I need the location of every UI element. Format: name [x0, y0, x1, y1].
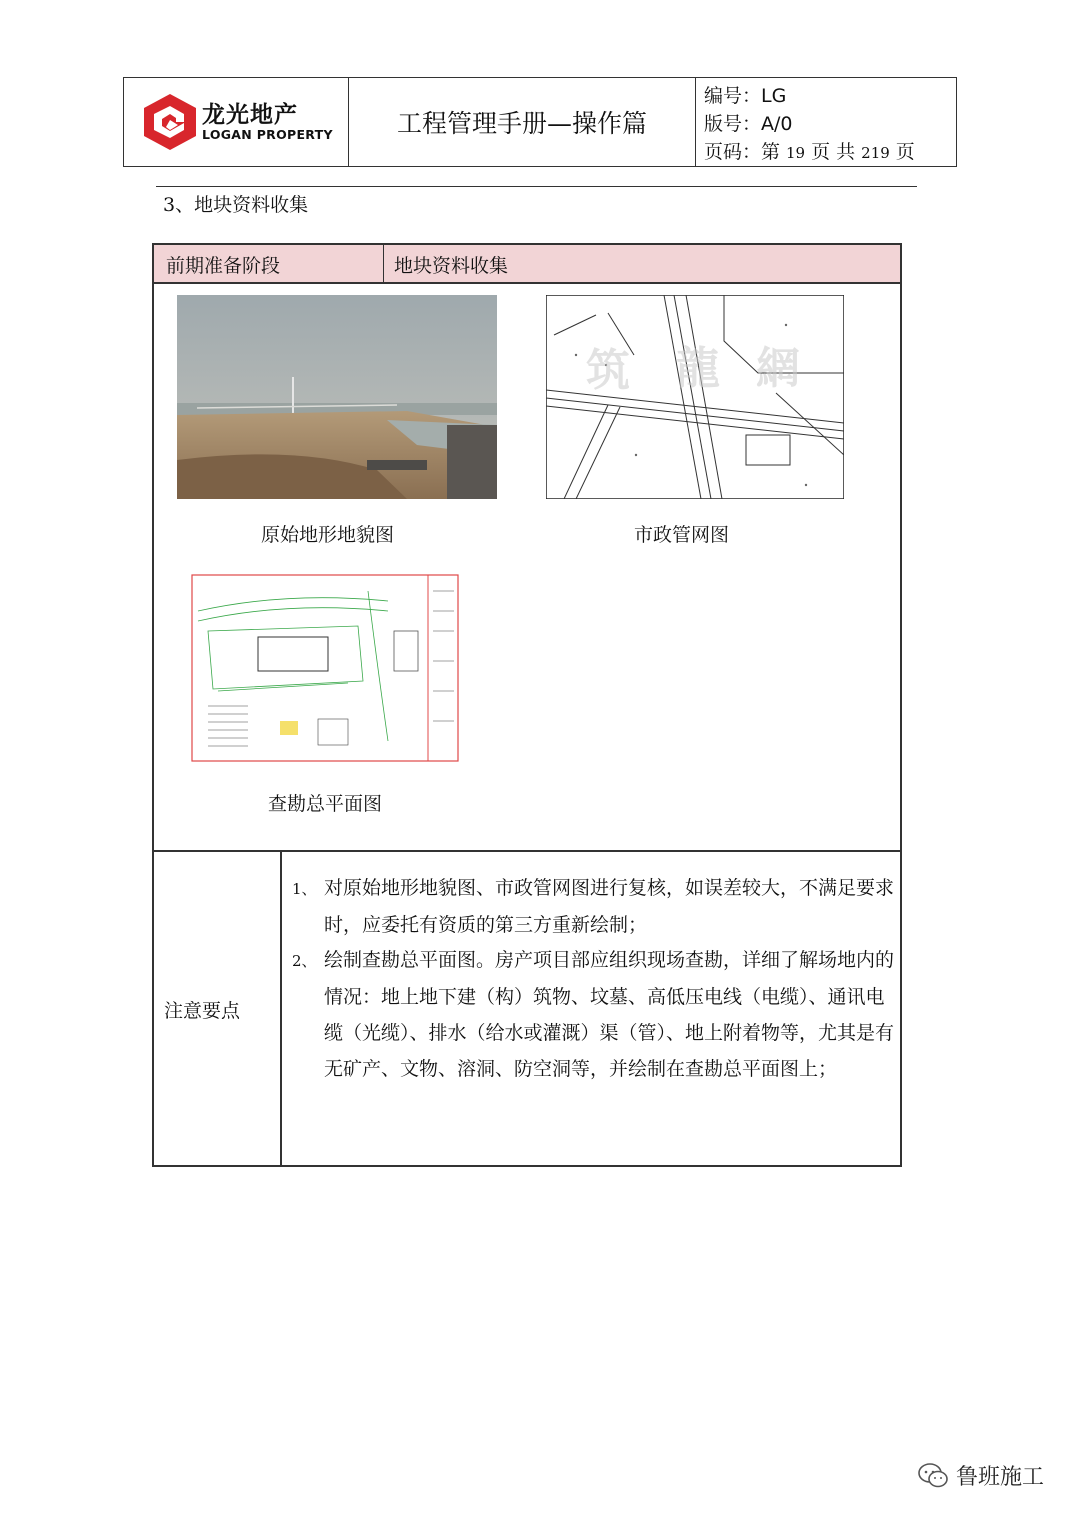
page-prefix: 页码：第 — [704, 141, 781, 163]
section-title: 3、地块资料收集 — [163, 194, 309, 216]
page-mid: 页 共 — [811, 141, 856, 163]
doc-version: 版号：A/0 — [704, 113, 793, 135]
note-text: 对原始地形地貌图、市政管网图进行复核，如误差较大，不满足要求时，应委托有资质的第三方重新绘制； — [324, 877, 895, 936]
terrain-photo — [177, 295, 497, 499]
pipeline-map — [546, 295, 844, 499]
pipeline-caption: 市政管网图 — [634, 524, 730, 546]
logo-chinese-text: 龙光地产 — [202, 102, 298, 128]
stage-cell: 前期准备阶段 — [166, 255, 281, 277]
manual-title: 工程管理手册—操作篇 — [349, 78, 696, 166]
svg-text:龍: 龍 — [676, 343, 720, 394]
survey-caption: 查勘总平面图 — [268, 793, 383, 815]
logo-english-text: LOGAN PROPERTY — [202, 127, 333, 142]
company-logo — [124, 78, 349, 166]
header-meta — [704, 82, 915, 167]
topic-cell: 地块资料收集 — [394, 255, 509, 277]
notes-content-cell — [282, 852, 900, 1165]
doc-code: 编号：LG — [704, 85, 787, 107]
note-item — [292, 942, 902, 1087]
note-item — [292, 870, 902, 943]
svg-text:網: 網 — [756, 343, 800, 394]
header-divider — [156, 186, 917, 187]
logo-mark-icon — [140, 92, 200, 152]
note-text: 绘制查勘总平面图。房产项目部应组织现场查勘，详细了解场地内的情况：地上地下建（构）筑物、坟墓、高低压电线（电缆）、通讯电缆（光缆）、排水（给水或灌溉）渠（管）、地上附着物等，尤其是有无矿产、文物、溶洞、防空洞等，并绘制在查勘总平面图上； — [324, 949, 895, 1080]
notes-label-cell — [154, 852, 282, 1165]
terrain-caption: 原始地形地貌图 — [261, 524, 395, 546]
header-cell-divider — [383, 245, 384, 282]
watermark-text: 鲁班施工 — [955, 1465, 1044, 1490]
note-number: 2、 — [292, 952, 317, 970]
notes-label: 注意要点 — [164, 1000, 241, 1022]
page-suffix: 页 — [895, 141, 915, 163]
page-number — [704, 138, 915, 167]
note-number: 1、 — [292, 880, 317, 898]
info-table — [152, 243, 902, 1167]
svg-text:筑: 筑 — [586, 345, 630, 396]
table-header-row — [154, 245, 900, 284]
source-watermark — [918, 1460, 1044, 1491]
document-header — [123, 77, 957, 167]
page-total: 219 — [861, 144, 890, 162]
images-cell — [154, 284, 900, 852]
survey-plan — [188, 571, 462, 765]
page-current: 19 — [786, 144, 806, 162]
wechat-icon — [918, 1463, 948, 1489]
